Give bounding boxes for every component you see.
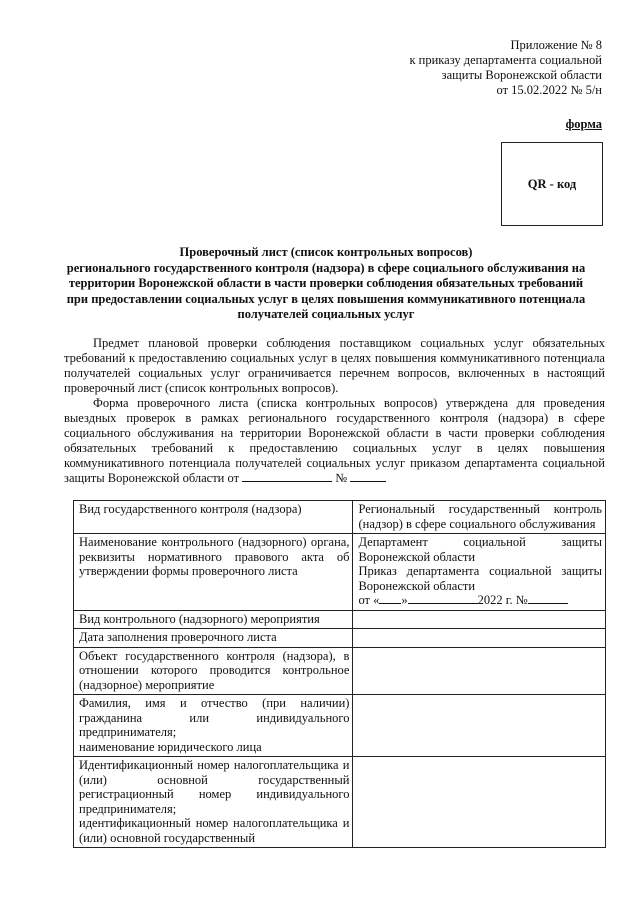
title-line: территории Воронежской области в части проверки соблюдения обязательных требований	[68, 276, 584, 290]
appendix-line: Приложение № 8	[510, 38, 602, 52]
table-cell-value[interactable]	[353, 695, 606, 757]
appendix-line: защиты Воронежской области	[441, 68, 602, 82]
table-cell-value[interactable]	[353, 757, 606, 848]
month-blank	[408, 593, 478, 604]
table-row	[74, 610, 606, 629]
table-cell-value: Региональный государственный контроль (надзор) в сфере социального обслуживания	[353, 501, 606, 534]
date-blank	[242, 471, 332, 482]
table-cell-value[interactable]	[353, 610, 606, 629]
title-line: получателей социальных услуг	[237, 307, 415, 321]
qr-code-label: QR - код	[527, 176, 577, 191]
inn-ip-label: Идентификационный номер налогоплательщика и (или) основной государственный регистрационный номер индивидуального предпринимателя;	[79, 758, 350, 816]
document-title	[40, 245, 612, 323]
title-line: Проверочный лист (список контрольных вопросов)	[179, 245, 473, 259]
date-mid: »	[401, 593, 408, 607]
table-cell-value[interactable]	[353, 629, 606, 648]
inspection-form-table	[73, 500, 606, 848]
table-cell-label: Наименование контрольного (надзорного) органа, реквизиты нормативного правового акта об утверждении формы проверочного листа	[74, 534, 353, 611]
date-year: 2022 г. №	[477, 593, 528, 607]
appendix-header	[409, 38, 602, 98]
table-cell-label: Объект государственного контроля (надзора), в отношении которого проводится контрольное (надзорное) мероприятие	[74, 647, 353, 695]
table-row	[74, 534, 606, 611]
order-date-line	[358, 593, 602, 608]
table-cell-label: Вид контрольного (надзорного) мероприятия	[74, 610, 353, 629]
table-row	[74, 647, 606, 695]
form-label: форма	[565, 117, 602, 131]
table-cell-label: Дата заполнения проверочного листа	[74, 629, 353, 648]
person-name-label: Фамилия, имя и отчество (при наличии) гражданина или индивидуального предпринимателя;	[79, 696, 350, 739]
table-row	[74, 501, 606, 534]
title-line: регионального государственного контроля (надзора) в сфере социального обслуживания на	[66, 260, 586, 275]
table-row	[74, 629, 606, 648]
table-cell-value[interactable]	[353, 647, 606, 695]
inn-legal-label: идентификационный номер налогоплательщика и (или) основной государственный	[79, 816, 350, 845]
order-name: Приказ департамента социальной защиты Воронежской области	[358, 564, 602, 593]
table-cell-label: Вид государственного контроля (надзора)	[74, 501, 353, 534]
table-cell-label	[74, 695, 353, 757]
table-cell-label	[74, 757, 353, 848]
authority-name: Департамент социальной защиты Воронежской области	[358, 535, 602, 564]
paragraph-subject: Предмет плановой проверки соблюдения поставщиком социальных услуг обязательных требований к предоставлению социальных услуг в целях повышения коммуникативного потенциала получателей социальных услуг ограничивается перечнем вопросов, включенных в настоящий проверочный лист (список контрольных вопросов).	[64, 336, 605, 395]
paragraph-form-approval	[64, 396, 605, 486]
number-label: №	[335, 471, 348, 485]
table-row	[74, 695, 606, 757]
table-cell-value	[353, 534, 606, 611]
paragraph-form-approval-text: Форма проверочного листа (списка контрольных вопросов) утверждена для проведения выездных проверок в рамках регионального государственного контроля (надзора) в сфере социального обслуживания на территории Воронежской области в части проверки соблюдения обязательных требований к предоставлению социальных услуг в целях повышения коммуникативного потенциала получателей социальных услуг приказом департамента социальной защиты Воронежской области от	[64, 396, 605, 485]
order-number-blank	[528, 593, 568, 604]
body-text	[64, 336, 605, 486]
date-prefix: от «	[358, 593, 380, 607]
qr-code-box	[501, 142, 603, 226]
legal-entity-label: наименование юридического лица	[79, 739, 262, 754]
appendix-line: от 15.02.2022 № 5/н	[496, 83, 602, 97]
number-blank	[350, 471, 386, 482]
appendix-line: к приказу департамента социальной	[409, 53, 602, 67]
day-blank	[379, 593, 401, 604]
table-row	[74, 757, 606, 848]
title-line: при предоставлении социальных услуг в целях повышения коммуникативного потенциала	[66, 291, 586, 306]
